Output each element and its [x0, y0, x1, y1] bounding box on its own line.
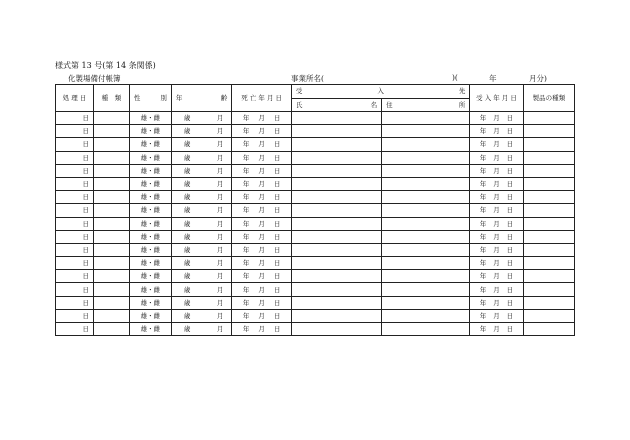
cell-recipient-address[interactable]	[382, 204, 470, 217]
header-death-date: 死 亡 年 月 日	[232, 85, 291, 112]
header-sex: 性 別	[129, 85, 171, 112]
cell-age[interactable]: 歳 月	[171, 151, 232, 164]
cell-processing-day[interactable]: 日	[56, 151, 94, 164]
cell-received-date[interactable]: 年 月 日	[470, 283, 523, 296]
cell-processing-day[interactable]: 日	[56, 112, 94, 125]
cell-recipient-name[interactable]	[291, 243, 381, 256]
header-product-type: 製品の種類	[523, 85, 574, 112]
cell-recipient-name[interactable]	[291, 138, 381, 151]
cell-received-date[interactable]: 年 月 日	[470, 204, 523, 217]
cell-death-date[interactable]: 年 月 日	[232, 243, 291, 256]
cell-death-date[interactable]: 年 月 日	[232, 309, 291, 322]
cell-sex[interactable]: 雄・雌	[129, 323, 171, 336]
cell-processing-day[interactable]: 日	[56, 270, 94, 283]
cell-received-date[interactable]: 年 月 日	[470, 243, 523, 256]
cell-death-date[interactable]: 年 月 日	[232, 323, 291, 336]
cell-product-type[interactable]	[523, 204, 574, 217]
cell-recipient-address[interactable]	[382, 296, 470, 309]
cell-sex[interactable]: 雄・雌	[129, 270, 171, 283]
cell-product-type[interactable]	[523, 243, 574, 256]
header-received-date: 受 入 年 月 日	[470, 85, 523, 112]
cell-processing-day[interactable]: 日	[56, 323, 94, 336]
table-row	[56, 296, 575, 309]
cell-recipient-name[interactable]	[291, 270, 381, 283]
cell-age[interactable]: 歳 月	[171, 243, 232, 256]
header-age: 年 齢	[171, 85, 232, 112]
form-number: 様式第 13 号(第 14 条関係)	[55, 61, 156, 70]
cell-received-date[interactable]: 年 月 日	[470, 309, 523, 322]
cell-recipient-address[interactable]	[382, 217, 470, 230]
header-name: 氏 名	[291, 98, 381, 112]
cell-received-date[interactable]: 年 月 日	[470, 296, 523, 309]
office-name-label: 事業所名(	[291, 74, 324, 83]
year-label: 年	[489, 74, 497, 83]
cell-processing-day[interactable]: 日	[56, 296, 94, 309]
cell-type[interactable]	[93, 257, 129, 270]
cell-recipient-address[interactable]	[382, 257, 470, 270]
table-row	[56, 125, 575, 138]
cell-type[interactable]	[93, 112, 129, 125]
table-row	[56, 191, 575, 204]
cell-type[interactable]	[93, 151, 129, 164]
cell-age[interactable]: 歳 月	[171, 191, 232, 204]
cell-age[interactable]: 歳 月	[171, 204, 232, 217]
ledger-body	[56, 112, 575, 336]
cell-age[interactable]: 歳 月	[171, 296, 232, 309]
cell-type[interactable]	[93, 204, 129, 217]
cell-product-type[interactable]	[523, 309, 574, 322]
cell-death-date[interactable]: 年 月 日	[232, 138, 291, 151]
cell-product-type[interactable]	[523, 151, 574, 164]
cell-sex[interactable]: 雄・雌	[129, 257, 171, 270]
table-row	[56, 323, 575, 336]
cell-sex[interactable]: 雄・雌	[129, 309, 171, 322]
cell-received-date[interactable]: 年 月 日	[470, 112, 523, 125]
cell-death-date[interactable]: 年 月 日	[232, 164, 291, 177]
cell-recipient-address[interactable]	[382, 230, 470, 243]
cell-type[interactable]	[93, 125, 129, 138]
cell-recipient-address[interactable]	[382, 270, 470, 283]
cell-sex[interactable]: 雄・雌	[129, 138, 171, 151]
header-type: 種 類	[93, 85, 129, 112]
cell-processing-day[interactable]: 日	[56, 217, 94, 230]
cell-age[interactable]: 歳 月	[171, 217, 232, 230]
cell-death-date[interactable]: 年 月 日	[232, 283, 291, 296]
cell-product-type[interactable]	[523, 257, 574, 270]
cell-sex[interactable]: 雄・雌	[129, 296, 171, 309]
cell-product-type[interactable]	[523, 125, 574, 138]
cell-recipient-address[interactable]	[382, 177, 470, 190]
cell-type[interactable]	[93, 296, 129, 309]
cell-sex[interactable]: 雄・雌	[129, 283, 171, 296]
cell-product-type[interactable]	[523, 296, 574, 309]
cell-age[interactable]: 歳 月	[171, 309, 232, 322]
cell-recipient-name[interactable]	[291, 151, 381, 164]
cell-processing-day[interactable]: 日	[56, 204, 94, 217]
cell-age[interactable]: 歳 月	[171, 230, 232, 243]
cell-product-type[interactable]	[523, 164, 574, 177]
table-row	[56, 309, 575, 322]
table-row	[56, 164, 575, 177]
cell-recipient-name[interactable]	[291, 309, 381, 322]
cell-type[interactable]	[93, 243, 129, 256]
cell-recipient-name[interactable]	[291, 217, 381, 230]
cell-age[interactable]: 歳 月	[171, 138, 232, 151]
cell-recipient-name[interactable]	[291, 177, 381, 190]
cell-type[interactable]	[93, 164, 129, 177]
cell-product-type[interactable]	[523, 230, 574, 243]
cell-type[interactable]	[93, 191, 129, 204]
cell-recipient-address[interactable]	[382, 112, 470, 125]
cell-sex[interactable]: 雄・雌	[129, 164, 171, 177]
month-label: 月分)	[529, 74, 547, 83]
cell-recipient-address[interactable]	[382, 243, 470, 256]
cell-age[interactable]: 歳 月	[171, 270, 232, 283]
cell-sex[interactable]: 雄・雌	[129, 177, 171, 190]
cell-processing-day[interactable]: 日	[56, 164, 94, 177]
cell-recipient-name[interactable]	[291, 257, 381, 270]
cell-sex[interactable]: 雄・雌	[129, 125, 171, 138]
cell-recipient-name[interactable]	[291, 230, 381, 243]
cell-recipient-address[interactable]	[382, 309, 470, 322]
cell-sex[interactable]: 雄・雌	[129, 191, 171, 204]
cell-received-date[interactable]: 年 月 日	[470, 270, 523, 283]
cell-processing-day[interactable]: 日	[56, 283, 94, 296]
cell-type[interactable]	[93, 309, 129, 322]
cell-recipient-address[interactable]	[382, 138, 470, 151]
cell-processing-day[interactable]: 日	[56, 257, 94, 270]
cell-sex[interactable]: 雄・雌	[129, 151, 171, 164]
cell-recipient-name[interactable]	[291, 125, 381, 138]
cell-received-date[interactable]: 年 月 日	[470, 138, 523, 151]
cell-type[interactable]	[93, 217, 129, 230]
cell-product-type[interactable]	[523, 177, 574, 190]
cell-death-date[interactable]: 年 月 日	[232, 230, 291, 243]
cell-product-type[interactable]	[523, 283, 574, 296]
cell-received-date[interactable]: 年 月 日	[470, 164, 523, 177]
cell-recipient-name[interactable]	[291, 296, 381, 309]
cell-recipient-name[interactable]	[291, 164, 381, 177]
table-row	[56, 283, 575, 296]
cell-product-type[interactable]	[523, 217, 574, 230]
ledger-table	[55, 84, 575, 336]
cell-death-date[interactable]: 年 月 日	[232, 151, 291, 164]
cell-received-date[interactable]: 年 月 日	[470, 230, 523, 243]
header-address: 住 所	[382, 98, 470, 112]
cell-processing-day[interactable]: 日	[56, 177, 94, 190]
cell-death-date[interactable]: 年 月 日	[232, 112, 291, 125]
cell-received-date[interactable]: 年 月 日	[470, 217, 523, 230]
table-row	[56, 204, 575, 217]
cell-death-date[interactable]: 年 月 日	[232, 217, 291, 230]
cell-sex[interactable]: 雄・雌	[129, 243, 171, 256]
cell-processing-day[interactable]: 日	[56, 230, 94, 243]
cell-recipient-address[interactable]	[382, 151, 470, 164]
cell-received-date[interactable]: 年 月 日	[470, 257, 523, 270]
cell-death-date[interactable]: 年 月 日	[232, 204, 291, 217]
cell-received-date[interactable]: 年 月 日	[470, 323, 523, 336]
cell-received-date[interactable]: 年 月 日	[470, 191, 523, 204]
header-processing-date: 処 理 日	[56, 85, 94, 112]
cell-death-date[interactable]: 年 月 日	[232, 191, 291, 204]
cell-received-date[interactable]: 年 月 日	[470, 177, 523, 190]
cell-recipient-name[interactable]	[291, 191, 381, 204]
cell-received-date[interactable]: 年 月 日	[470, 151, 523, 164]
cell-product-type[interactable]	[523, 138, 574, 151]
cell-product-type[interactable]	[523, 270, 574, 283]
cell-type[interactable]	[93, 323, 129, 336]
cell-processing-day[interactable]: 日	[56, 309, 94, 322]
table-row	[56, 230, 575, 243]
table-row	[56, 217, 575, 230]
cell-processing-day[interactable]: 日	[56, 243, 94, 256]
cell-recipient-address[interactable]	[382, 164, 470, 177]
cell-age[interactable]: 歳 月	[171, 177, 232, 190]
cell-recipient-name[interactable]	[291, 323, 381, 336]
cell-processing-day[interactable]: 日	[56, 138, 94, 151]
cell-recipient-name[interactable]	[291, 204, 381, 217]
cell-sex[interactable]: 雄・雌	[129, 217, 171, 230]
cell-death-date[interactable]: 年 月 日	[232, 270, 291, 283]
table-row	[56, 151, 575, 164]
cell-processing-day[interactable]: 日	[56, 125, 94, 138]
cell-product-type[interactable]	[523, 112, 574, 125]
cell-age[interactable]: 歳 月	[171, 164, 232, 177]
cell-type[interactable]	[93, 177, 129, 190]
cell-processing-day[interactable]: 日	[56, 191, 94, 204]
cell-death-date[interactable]: 年 月 日	[232, 177, 291, 190]
table-row	[56, 243, 575, 256]
cell-product-type[interactable]	[523, 191, 574, 204]
cell-product-type[interactable]	[523, 323, 574, 336]
cell-age[interactable]: 歳 月	[171, 112, 232, 125]
table-row	[56, 257, 575, 270]
ledger-title: 化製場備付帳簿	[68, 74, 121, 83]
cell-sex[interactable]: 雄・雌	[129, 230, 171, 243]
cell-recipient-address[interactable]	[382, 125, 470, 138]
cell-sex[interactable]: 雄・雌	[129, 112, 171, 125]
cell-age[interactable]: 歳 月	[171, 125, 232, 138]
cell-death-date[interactable]: 年 月 日	[232, 257, 291, 270]
cell-age[interactable]: 歳 月	[171, 283, 232, 296]
cell-type[interactable]	[93, 283, 129, 296]
cell-recipient-name[interactable]	[291, 283, 381, 296]
table-row	[56, 112, 575, 125]
cell-recipient-address[interactable]	[382, 283, 470, 296]
cell-recipient-address[interactable]	[382, 323, 470, 336]
cell-death-date[interactable]: 年 月 日	[232, 296, 291, 309]
cell-type[interactable]	[93, 230, 129, 243]
cell-recipient-name[interactable]	[291, 112, 381, 125]
cell-sex[interactable]: 雄・雌	[129, 204, 171, 217]
table-row	[56, 138, 575, 151]
cell-recipient-address[interactable]	[382, 191, 470, 204]
header-recipient: 受 入 先	[291, 85, 469, 99]
cell-type[interactable]	[93, 270, 129, 283]
table-row	[56, 270, 575, 283]
table-row	[56, 177, 575, 190]
cell-type[interactable]	[93, 138, 129, 151]
cell-age[interactable]: 歳 月	[171, 257, 232, 270]
cell-death-date[interactable]: 年 月 日	[232, 125, 291, 138]
office-name-close: )(	[452, 73, 458, 82]
cell-received-date[interactable]: 年 月 日	[470, 125, 523, 138]
cell-age[interactable]: 歳 月	[171, 323, 232, 336]
